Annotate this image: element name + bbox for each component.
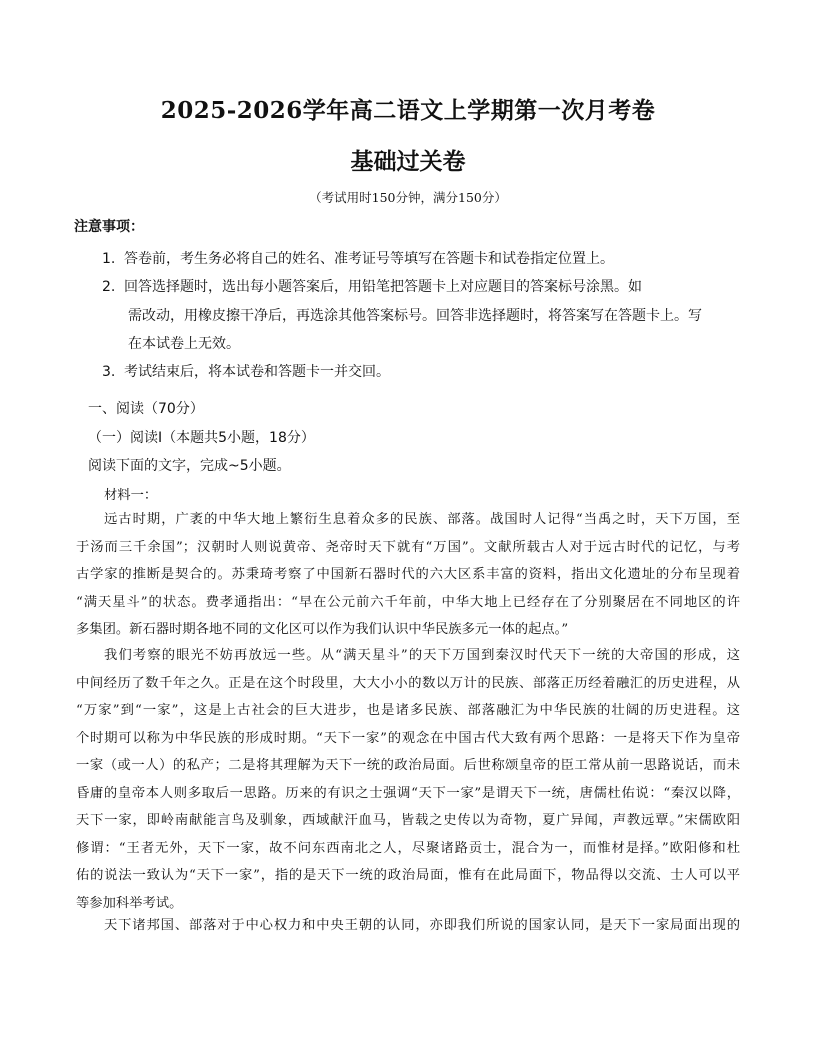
passage-paragraph-1 <box>76 506 740 644</box>
passage-line: 于汤而三千余国”；汉朝时人则说黄帝、尧帝时天下就有“万国”。文献所载古人对于远古时代的记忆，与考 <box>76 539 740 555</box>
notice-item-number: 3. <box>102 364 116 380</box>
notice-item-3 <box>102 361 390 381</box>
notice-item-1 <box>102 248 614 268</box>
exam-title: 2025-2026学年高二语文上学期第一次月考卷 <box>160 97 656 124</box>
passage-line: 天下诸邦国、部落对于中心权力和中央王朝的认同，亦即我们所说的国家认同，是天下一家局面出现的 <box>104 918 740 933</box>
notice-heading: 注意事项： <box>74 219 144 235</box>
material-label: 材料一： <box>104 488 158 503</box>
exam-time-note: （考试用时150分钟，满分150分） <box>309 190 507 205</box>
notice-item-number: 1. <box>102 251 116 267</box>
notice-item-2 <box>102 276 642 296</box>
passage-line: “万家”到“一家”，这是上古社会的巨大进步，也是诸多民族、部落融汇为中华民族的壮阔的历史进程。这 <box>76 703 740 718</box>
passage-line: 我们考察的眼光不妨再放远一些。从“满天星斗”的天下万国到秦汉时代天下一统的大帝国的形成，这 <box>104 648 740 663</box>
passage-line: 佑的说法一致认为“天下一家”，指的是天下一统的政治局面，惟有在此局面下，物品得以交流、士人可以平 <box>76 868 740 883</box>
notice-item-number: 2. <box>102 279 116 295</box>
notice-item-2-line-3: 在本试卷上无效。 <box>128 336 240 352</box>
passage-line: 昏庸的皇帝本人则多取后一思路。历来的有识之士强调“天下一家”是谓天下一统，唐儒杜佑说：“秦汉以降， <box>76 785 740 801</box>
section-instruction: 阅读下面的文字，完成~5小题。 <box>88 458 291 474</box>
passage-line: 个时期可以称为中华民族的形成时期。“天下一家”的观念在中国古代大致有两个思路：一是将天下作为皇帝 <box>76 730 740 746</box>
notice-item-text: 答卷前，考生务必将自己的姓名、准考证号等填写在答题卡和试卷指定位置上。 <box>124 251 614 267</box>
passage-line: 古学家的推断是契合的。苏秉琦考察了中国新石器时代的六大区系丰富的资料，指出文化遗址的分布呈现着 <box>76 567 740 582</box>
section-sub-heading: （一）阅读Ⅰ（本题共5小题，18分） <box>88 430 315 446</box>
passage-line: “满天星斗”的状态。费孝通指出：“早在公元前六千年前，中华大地上已经存在了分别聚居在不同地区的许 <box>76 594 740 610</box>
passage-line: 中间经历了数千年之久。正是在这个时段里，大大小小的数以万计的民族、部落正历经着融汇的历史进程，从 <box>76 675 740 691</box>
section-heading: 一、阅读（70分） <box>88 401 204 417</box>
passage-line: 天下一家，即岭南献能言鸟及驯象，西域献汗血马，皆载之史传以为奇物，夏广异闻，声教远覃。”宋儒欧阳 <box>76 813 740 828</box>
notice-item-text: 回答选择题时，选出每小题答案后，用铅笔把答题卡上对应题目的答案标号涂黑。如 <box>124 279 642 295</box>
passage-line: 远古时期，广袤的中华大地上繁衍生息着众多的民族、部落。战国时人记得“当禹之时，天下万国，至 <box>104 512 740 527</box>
passage-paragraph-3 <box>76 912 740 940</box>
notice-item-text: 考试结束后，将本试卷和答题卡一并交回。 <box>124 364 390 380</box>
passage-paragraph-2 <box>76 642 740 917</box>
passage-line: 等参加科举考试。 <box>76 895 183 911</box>
notice-item-2-line-2: 需改动，用橡皮擦干净后，再选涂其他答案标号。回答非选择题时，将答案写在答题卡上。写 <box>128 308 702 324</box>
passage-line: 一家（或一人）的私产；二是将其理解为天下一统的政治局面。后世称颂皇帝的臣工常从前一思路说话，而未 <box>76 758 740 773</box>
passage-line: 修谓：“王者无外，天下一家，故不问东西南北之人，尽聚诸路贡士，混合为一，而惟材是择。”欧阳修和杜 <box>76 840 740 856</box>
exam-subtitle: 基础过关卷 <box>350 148 466 175</box>
passage-line: 多集团。新石器时期各地不同的文化区可以作为我们认识中华民族多元一体的起点。” <box>76 622 569 637</box>
